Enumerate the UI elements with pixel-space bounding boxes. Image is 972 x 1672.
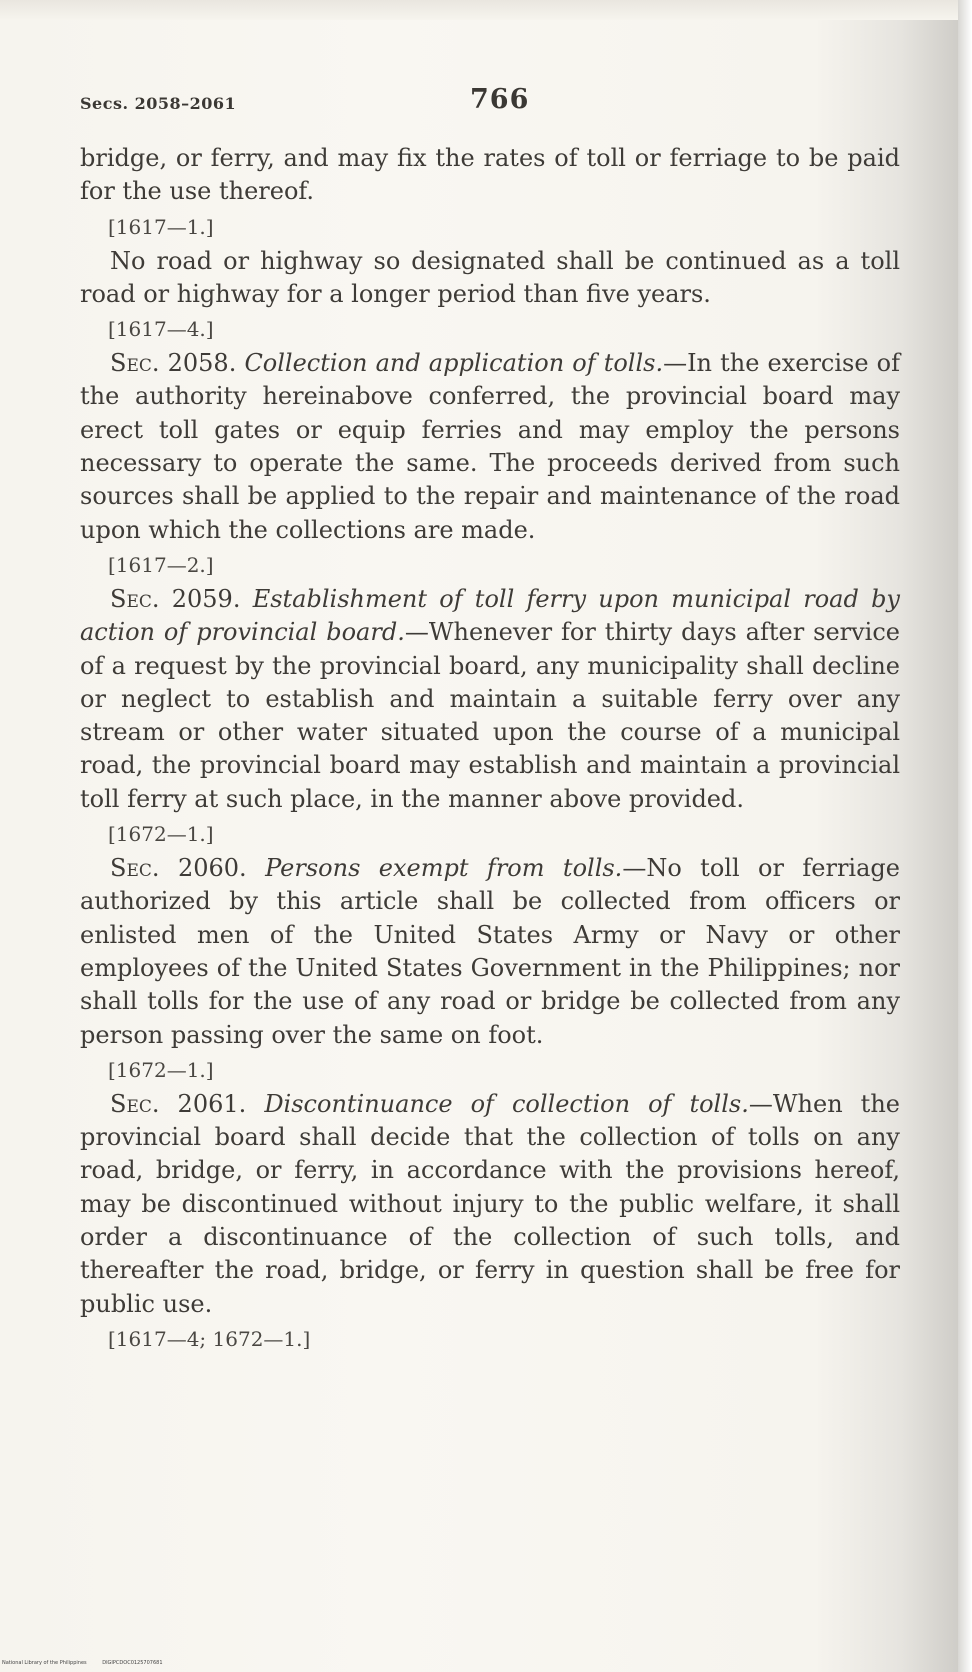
- page-top-shadow: [0, 0, 958, 20]
- citation: [1617—2.]: [108, 552, 214, 577]
- section-text: —Whenever for thirty days after service of a request by the provincial board, any municipality shall decline or neglect to establish and maintain a suitable ferry over any stream or other water situated upon the course of a municipal road, the provincial board may establish and maintain a provincial toll ferry at such place, in the manner above provided.: [80, 618, 900, 813]
- section-title: Establishment of toll ferry upon municipal road by action of provincial board.: [80, 584, 900, 647]
- scan-footer: [2, 1660, 177, 1666]
- body-text: [80, 142, 900, 1357]
- page-number: 766: [470, 84, 530, 115]
- paragraph: No road or highway so designated shall be continued as a toll road or highway for a longer period than five years.: [80, 246, 900, 308]
- citation: [1617—1.]: [108, 214, 214, 239]
- section-2061: [80, 1088, 900, 1321]
- section-title: Collection and application of tolls.: [244, 349, 664, 378]
- section-text: —When the provincial board shall decide that the collection of tolls on any road, bridge, or ferry, in accordance with the provisions hereof, may be discontinued without injury to the public welfare, it shall order a discontinuance of the collection of such tolls, and thereafter the road, bridge, or ferry in question shall be free for public use.: [80, 1089, 900, 1318]
- section-label: Sec.: [110, 349, 160, 378]
- section-number: 2059.: [171, 584, 241, 613]
- citation: [1617—4; 1672—1.]: [108, 1326, 311, 1351]
- section-number: 2061.: [177, 1089, 247, 1118]
- citation: [1672—1.]: [108, 1057, 214, 1082]
- running-header: [80, 84, 860, 124]
- footer-library: National Library of the Philippines: [2, 1660, 87, 1666]
- page-edge-shadow: [958, 0, 972, 1672]
- section-number: 2060.: [177, 854, 247, 883]
- section-title: Discontinuance of collection of tolls.: [264, 1089, 749, 1118]
- citation: [1617—4.]: [108, 317, 214, 342]
- section-label: Sec.: [110, 584, 160, 613]
- continued-paragraph: bridge, or ferry, and may fix the rates of toll or ferriage to be paid for the use thereof.: [80, 144, 900, 206]
- section-label: Sec.: [110, 1089, 160, 1118]
- citation: [1672—1.]: [108, 822, 214, 847]
- section-2058: [80, 347, 900, 547]
- section-2060: [80, 852, 900, 1052]
- section-text: —In the exercise of the authority hereinabove conferred, the provincial board may erect toll gates or equip ferries and may employ the persons necessary to operate the same. The proceeds derived from such sources shall be applied to the repair and maintenance of the road upon which the collections are made.: [80, 349, 900, 544]
- section-number: 2058.: [167, 349, 237, 378]
- section-title: Persons exempt from tolls.: [265, 854, 623, 883]
- footer-id: DIGIPCDOC0125707681: [102, 1660, 163, 1666]
- header-section-range: Secs. 2058–2061: [80, 94, 237, 113]
- section-label: Sec.: [110, 854, 160, 883]
- section-text: —No toll or ferriage authorized by this article shall be collected from officers or enlisted men of the United States Army or Navy or other employees of the United States Government in the Philippines; nor shall tolls for the use of any road or bridge be collected from any person passing over the same on foot.: [80, 854, 900, 1049]
- section-2059: [80, 583, 900, 816]
